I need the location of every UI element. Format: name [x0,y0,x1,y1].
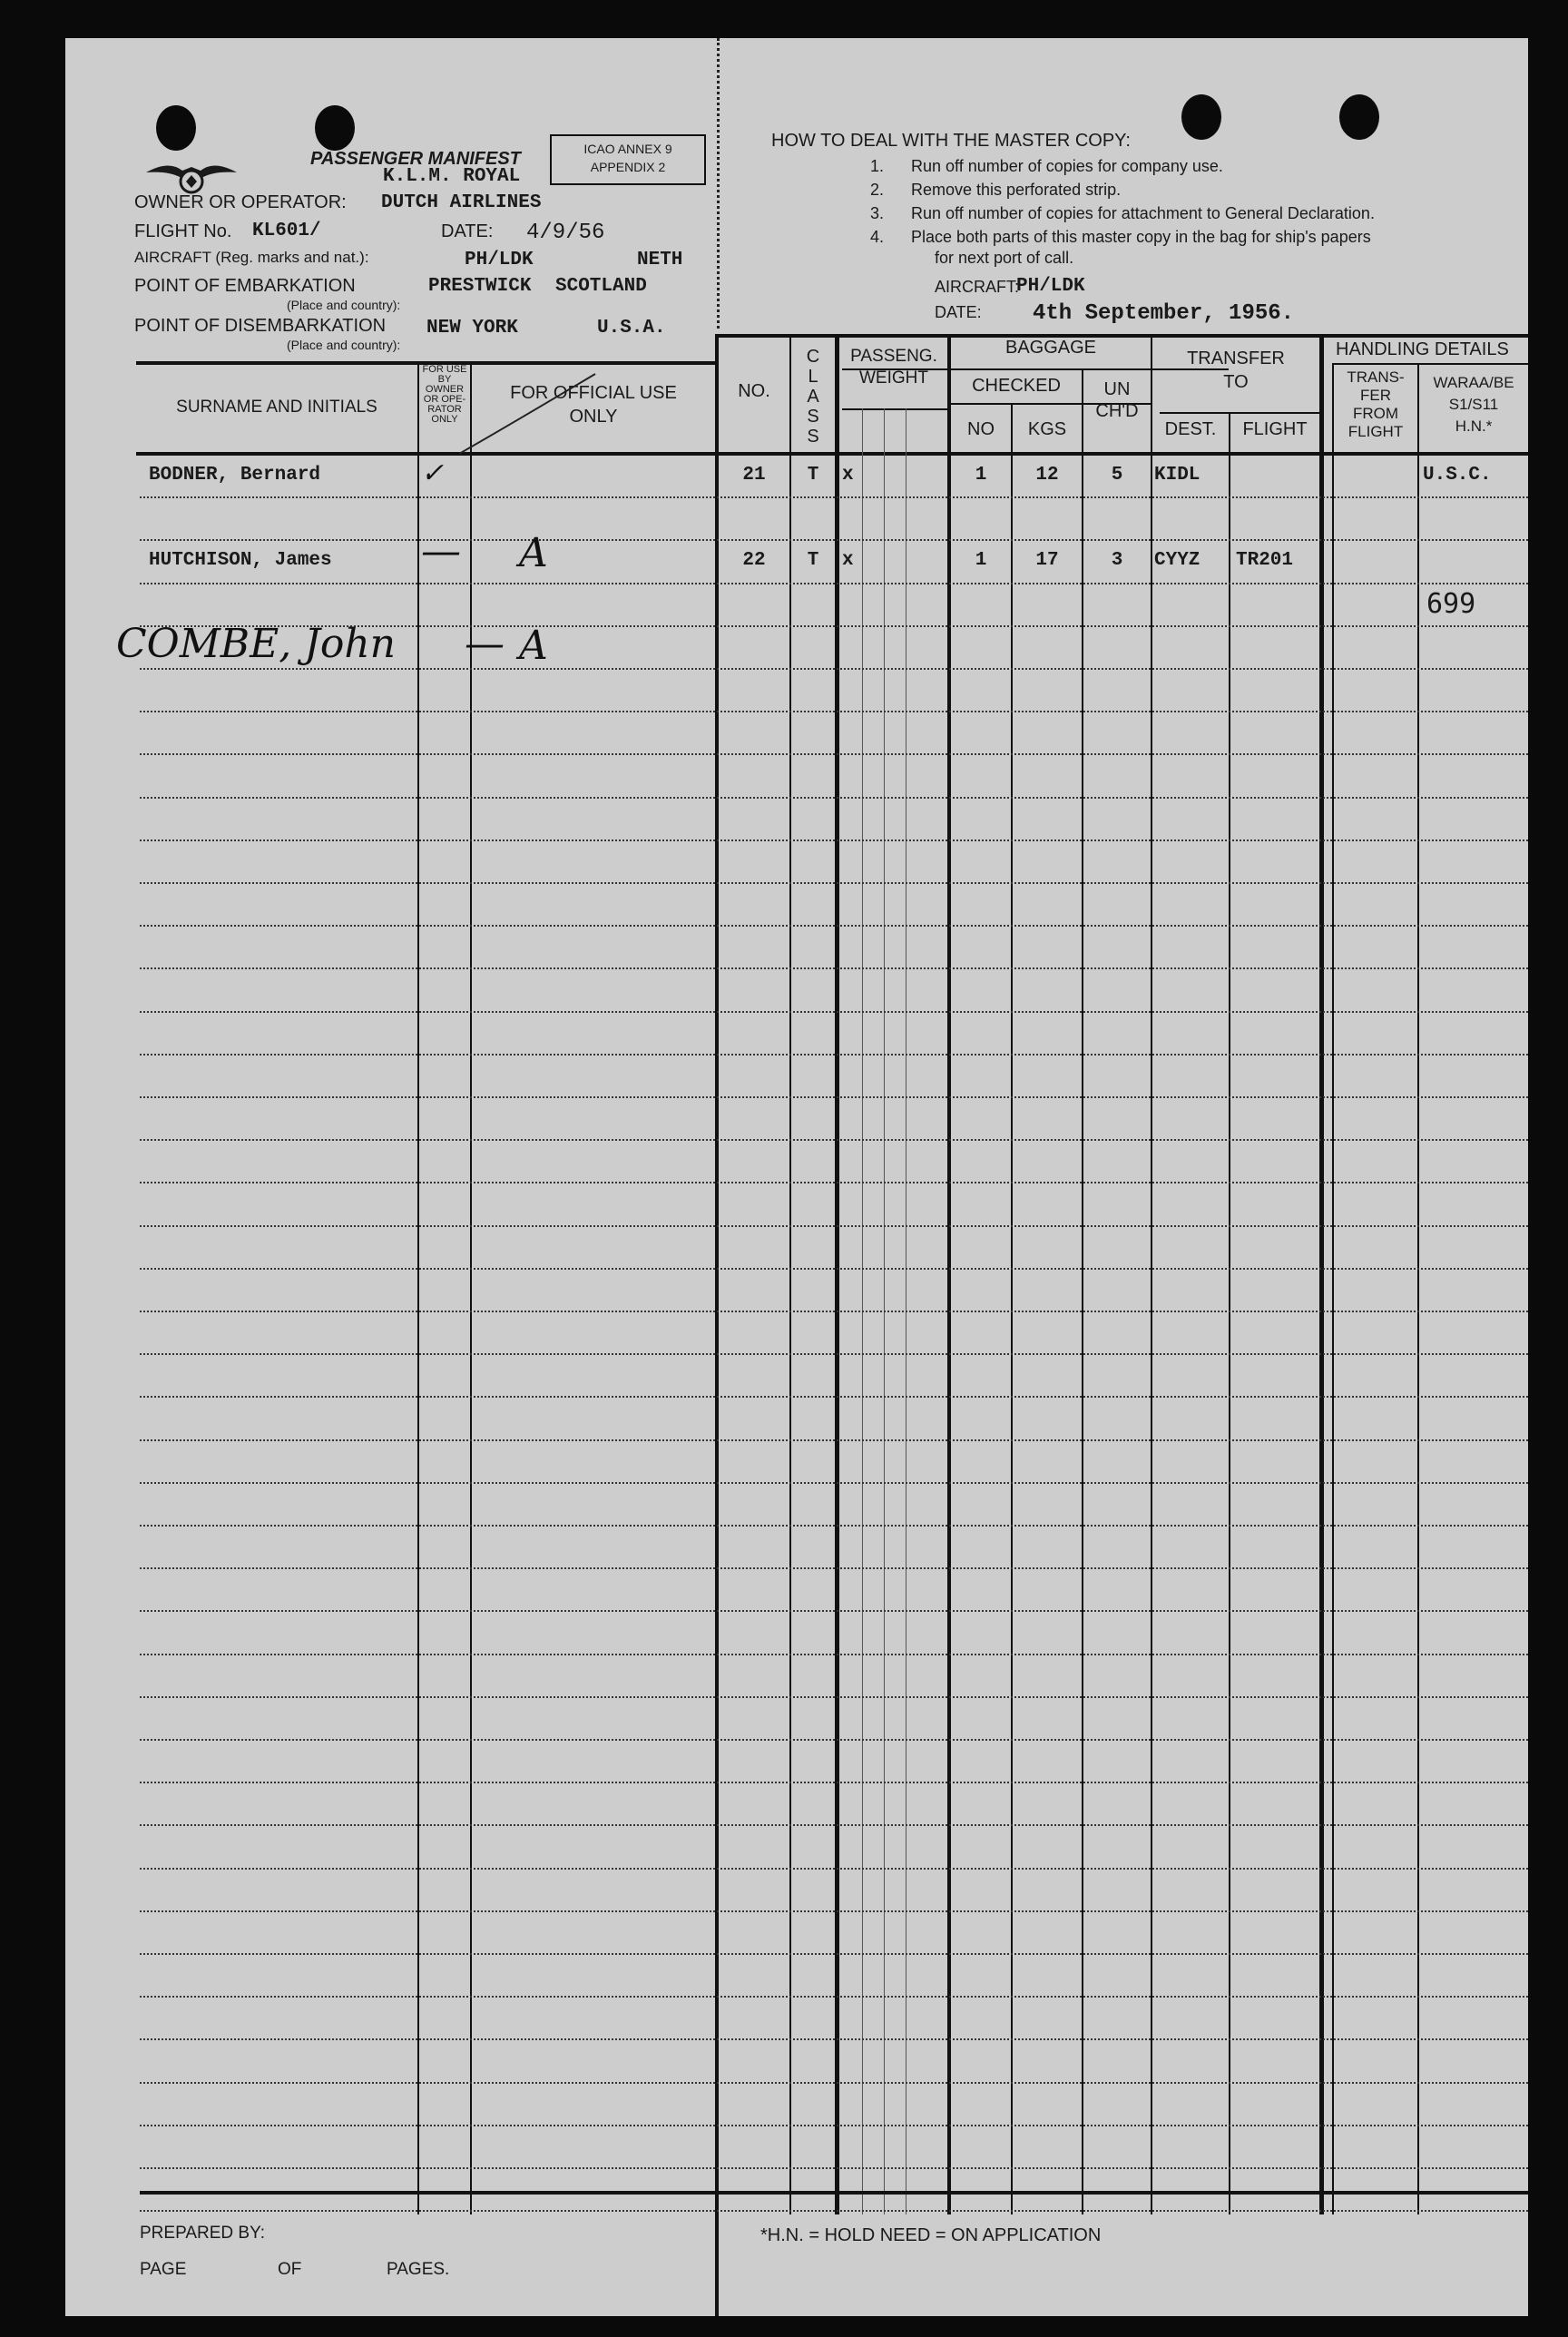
header-subline [1332,363,1528,365]
ruled-line [140,2082,1528,2084]
row1-owner-mark: ✓ [421,457,445,489]
disembark-label: POINT OF DISEMBARKATION [134,316,387,336]
row1-hn: U.S.C. [1423,465,1492,486]
date-label: DATE: [441,221,494,241]
instructions-heading: HOW TO DEAL WITH THE MASTER COPY: [771,131,1131,151]
row2-flight: TR201 [1236,550,1294,571]
instr-aircraft-label: AIRCRAFT: [935,278,1020,296]
flight-label: FLIGHT No. [134,221,232,241]
ruled-line [140,797,1528,799]
ruled-line [140,1139,1528,1141]
col-header-transfer-from: TRANS- FER FROM FLIGHT [1347,368,1405,440]
row2-unchd: 3 [1111,550,1123,571]
ruled-line [140,1439,1528,1441]
row3-name: COMBE, John [116,621,397,667]
table-bottom-rule [140,2191,1528,2195]
col-header-transfer-1: TRANSFER [1187,349,1285,368]
row2-dest: CYYZ [1154,550,1200,571]
footer-note: *H.N. = HOLD NEED = ON APPLICATION [760,2225,1102,2245]
embark-place: PRESTWICK [428,276,532,297]
col-line [1417,363,1419,2214]
of-label: OF [278,2260,302,2279]
instruction-continuation: for next port of call. [935,249,1074,267]
form-title: PASSENGER MANIFEST [310,149,521,169]
ruled-line [140,1696,1528,1698]
ruled-line [140,840,1528,841]
col-line-thick [947,336,951,2214]
prepared-by-label: PREPARED BY: [140,2224,265,2243]
ruled-line [140,539,1528,541]
instruction-item: 1. Run off number of copies for company use. [869,157,1223,175]
col-header-baggage: BAGGAGE [1004,338,1097,358]
col-line-center [715,334,719,2316]
page-label: PAGE [140,2260,187,2279]
row2-weight: x [842,550,854,571]
col-header-handling: HANDLING DETAILS [1336,339,1509,359]
ruled-line [140,1525,1528,1527]
col-header-unchd-2: CH'D [1095,401,1139,421]
ruled-line [140,1011,1528,1013]
ruled-line [140,1610,1528,1612]
pages-label: PAGES. [387,2260,450,2279]
col-header-official-1: FOR OFFICIAL USE [510,383,677,403]
embark-sub: (Place and country): [287,298,401,312]
disembark-place: NEW YORK [426,318,518,339]
col-header-official-2: ONLY [569,407,618,427]
col-header-dest: DEST. [1164,419,1217,439]
instructions-list [857,154,1492,249]
col-line [1332,363,1334,2214]
ruled-line [140,967,1528,969]
col-header-unchd-1: UN [1103,379,1131,399]
ruled-line [140,2167,1528,2169]
row2-kgs: 17 [1035,550,1059,571]
row2-bag-no: 1 [975,550,987,571]
row1-weight: x [842,465,854,486]
row1-unchd: 5 [1111,465,1123,486]
col-header-owner-use: FOR USE BY OWNER OR OPE- RATOR ONLY [422,364,467,425]
col-line [789,336,791,2214]
ruled-line [140,583,1528,584]
col-line-thick [1319,336,1324,2214]
col-header-checked: CHECKED [972,376,1061,396]
embark-label: POINT OF EMBARKATION [134,276,356,296]
col-header-surname: SURNAME AND INITIALS [176,398,377,417]
col-header-waraa: WARAA/BE S1/S11 H.N.* [1433,374,1514,435]
perforation-line [717,38,720,329]
punch-hole [156,105,196,151]
row2-no: 22 [742,550,766,571]
col-header-flight: FLIGHT [1242,419,1308,439]
row1-kgs: 12 [1035,465,1059,486]
ruled-line [140,1096,1528,1098]
annex-line1: ICAO ANNEX 9 [583,142,672,156]
ruled-line [140,1482,1528,1484]
ruled-line [140,1396,1528,1398]
ruled-line [140,496,1528,498]
date-value: 4/9/56 [526,221,605,245]
col-header-weight-2: WEIGHT [859,368,928,388]
ruled-line [140,753,1528,755]
ruled-line [140,1225,1528,1227]
ruled-line [140,1910,1528,1912]
col-line [1011,403,1013,2214]
ruled-line [140,1054,1528,1056]
ruled-line [140,1567,1528,1569]
ruled-line [140,1996,1528,1998]
row2-owner-mark: — [421,528,461,574]
ruled-line [140,2125,1528,2126]
ruled-line [140,1311,1528,1312]
row3-official: A [519,623,548,669]
annex-box [550,134,706,185]
aircraft-reg: PH/LDK [465,250,534,270]
row1-dest: KIDL [1154,465,1200,486]
instruction-item: 4. Place both parts of this master copy in the bag for ship's papers [869,228,1371,246]
col-line [1151,336,1152,2214]
col-header-weight-1: PASSENG. [850,347,937,366]
ruled-line [140,1953,1528,1955]
row2-class: T [807,550,819,571]
manifest-page [65,38,1528,2316]
punch-hole [1181,94,1221,140]
ruled-line [140,882,1528,884]
instruction-item: 2. Remove this perforated strip. [869,181,1122,199]
col-header-no: NO. [738,381,770,401]
ruled-line [140,1824,1528,1826]
instr-date-value: 4th September, 1956. [1033,301,1295,326]
ruled-line [140,1268,1528,1270]
ruled-line [140,2210,1528,2212]
instruction-item: 3. Run off number of copies for attachment to General Declaration. [869,204,1375,222]
row3-owner-mark: — [465,621,505,667]
instr-aircraft-value: PH/LDK [1016,276,1085,297]
owner-label: OWNER OR OPERATOR: [134,192,347,212]
col-header-class: C L A S S [806,347,820,447]
col-line-thick [835,336,839,2214]
disembark-country: U.S.A. [597,318,666,339]
row2-name: HUTCHISON, James [149,550,332,571]
instr-date-label: DATE: [935,303,982,321]
col-header-kgs: KGS [1027,419,1067,439]
row2-official: A [519,530,548,576]
punch-hole [1339,94,1379,140]
col-line [1082,370,1083,2214]
ruled-line [140,1182,1528,1183]
row1-no: 21 [742,465,766,486]
operator-line2: DUTCH AIRLINES [381,192,542,213]
operator-line1: K.L.M. ROYAL [383,166,521,187]
col-line [1229,412,1230,2214]
ruled-line [140,1868,1528,1870]
col-header-bag-no: NO [967,419,995,439]
header-subline [1160,412,1323,414]
col-line [417,363,419,2214]
official-slash-mark [456,370,601,457]
ruled-line [140,668,1528,670]
row1-name: BODNER, Bernard [149,465,321,486]
col-header-transfer-2: TO [1223,372,1249,392]
row1-bag-no: 1 [975,465,987,486]
ruled-line [140,1782,1528,1783]
ruled-line [140,2038,1528,2040]
ruled-line [140,1654,1528,1655]
embark-country: SCOTLAND [555,276,647,297]
annex-line2: APPENDIX 2 [590,160,666,174]
punch-hole [315,105,355,151]
ruled-line [140,1353,1528,1355]
flight-no: KL601/ [252,221,321,241]
row2-hn: 699 [1426,588,1476,620]
ruled-line [140,711,1528,712]
ruled-line [140,925,1528,927]
disembark-sub: (Place and country): [287,338,401,352]
header-subline [842,408,947,410]
row1-class: T [807,465,819,486]
aircraft-label: AIRCRAFT (Reg. marks and nat.): [134,249,369,266]
ruled-line [140,1739,1528,1741]
aircraft-nat: NETH [637,250,683,270]
